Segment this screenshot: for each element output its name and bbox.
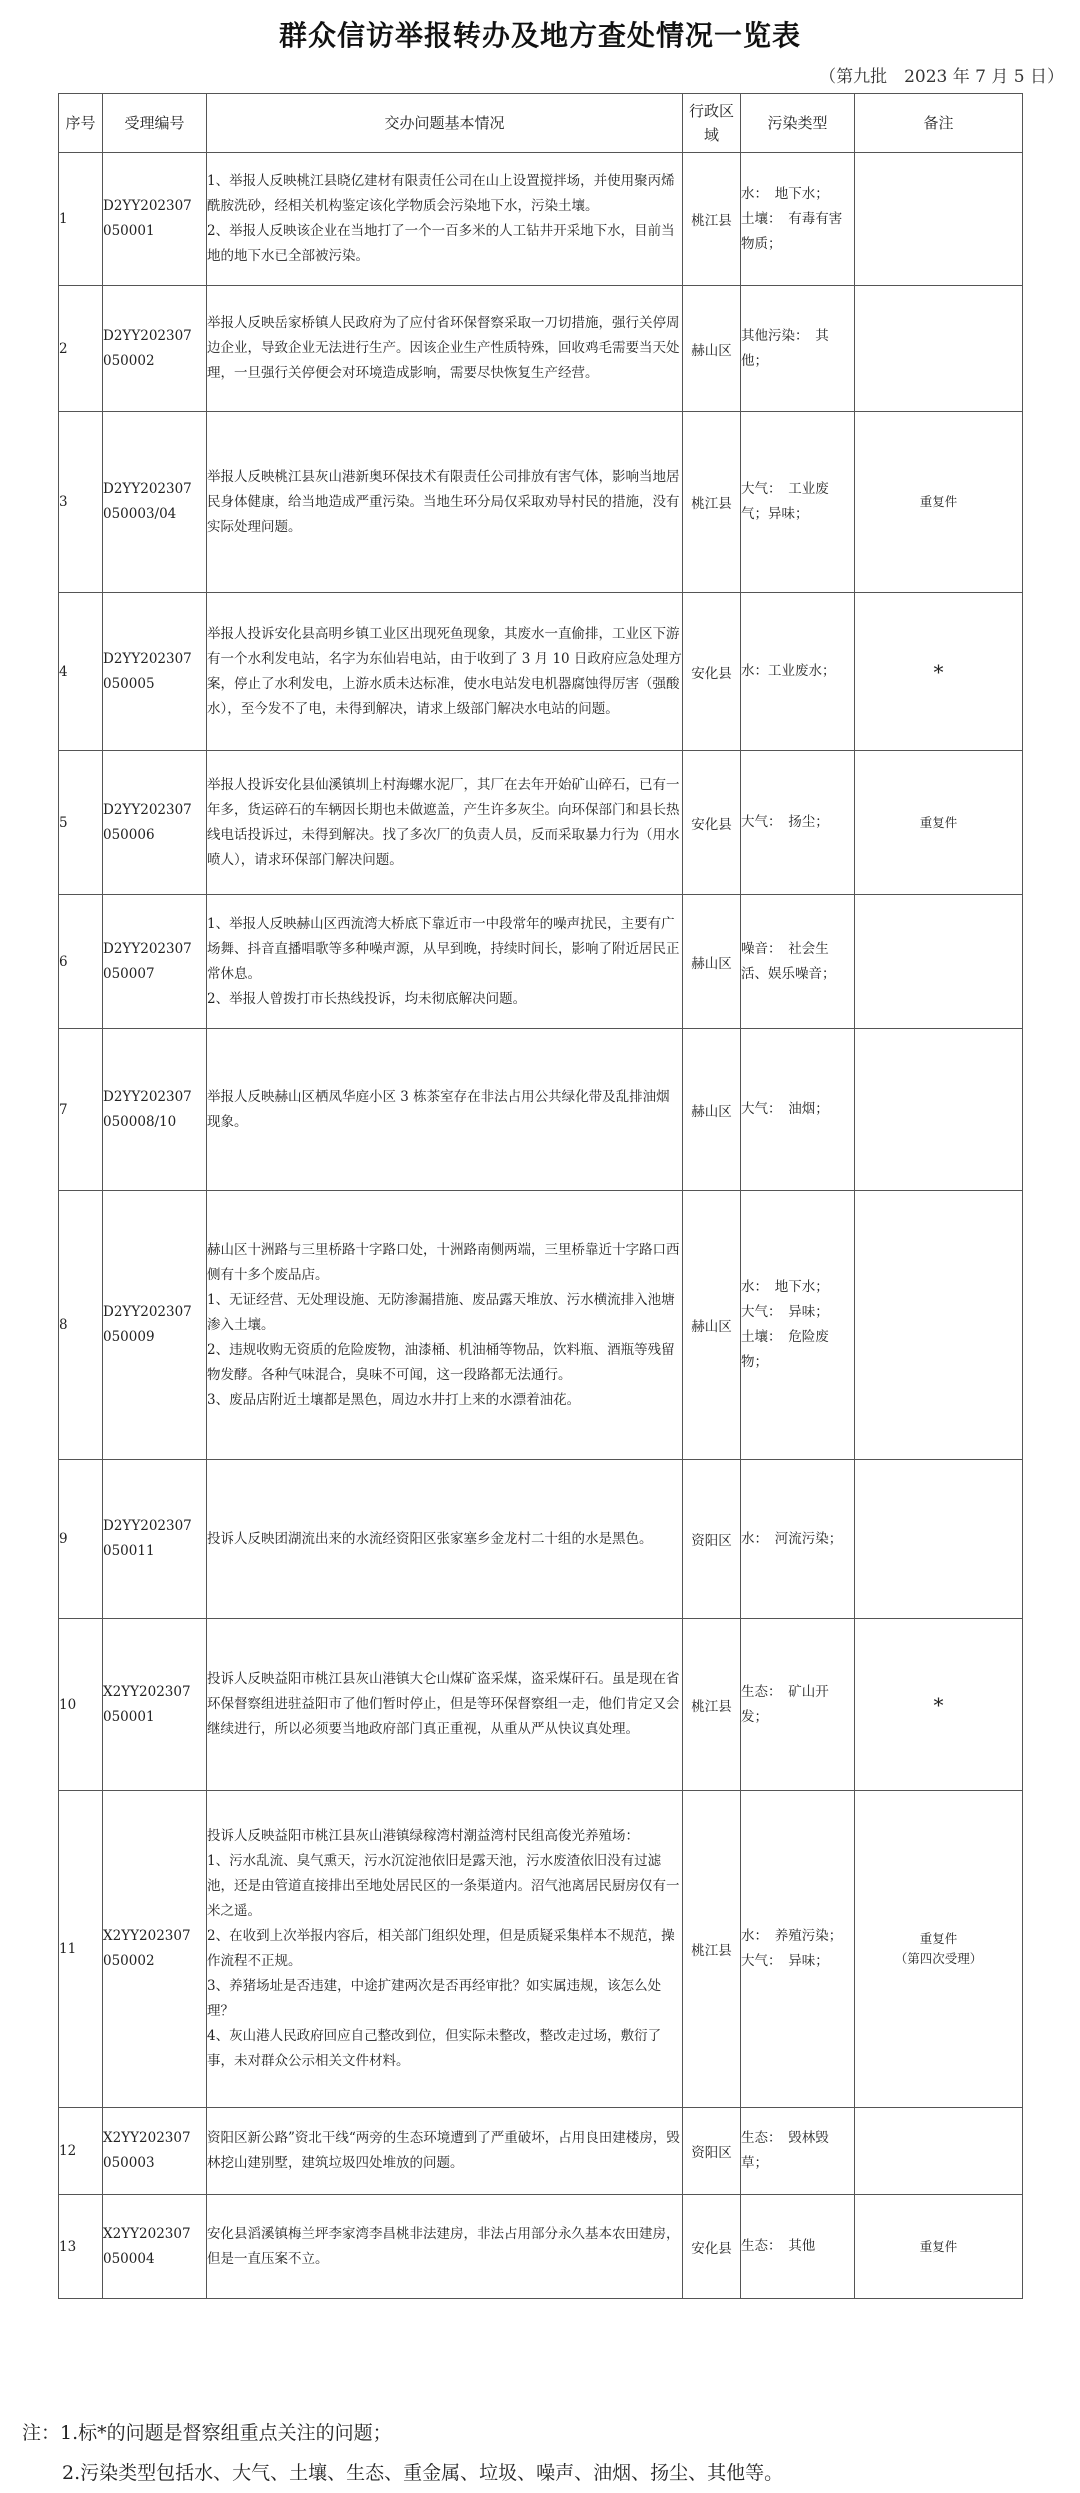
cell-desc [207,286,683,412]
cell-line: 3、养猪场址是否违建，中途扩建两次是否再经审批？如实属违规，该怎么处理？ [207,1978,662,2019]
cell-line: 赫山区十洲路与三里桥路十字路口处，十洲路南侧两端，三里桥靠近十字路口西侧有十多个废品店。 [207,1241,680,1283]
cell-line: 大气： 异味； [741,1304,829,1320]
cell-code [103,286,207,412]
cell-region: 资阳区 [683,1460,741,1619]
table-row [59,1029,1023,1191]
footnotes [22,2413,783,2493]
table-row [59,1619,1023,1791]
document-subtitle: （第九批 2023 年 7 月 5 日） [819,67,1064,87]
cell-region: 安化县 [683,2195,741,2299]
cell-line: 050002 [103,1953,155,1969]
cell-line: 050001 [103,223,155,239]
cell-line: D2YY202307 [103,940,192,957]
cell-line: 050007 [103,965,155,982]
cell-code [103,153,207,286]
cell-line: 土壤： 有毒有害物质； [741,210,843,252]
header-seq: 序号 [59,94,103,153]
cell-type [741,1191,855,1460]
table-header-row [59,94,1023,153]
cell-note: 重复件 [855,2195,1023,2299]
cell-region: 桃江县 [683,153,741,286]
cell-seq: 7 [59,1029,103,1191]
cell-seq: 2 [59,286,103,412]
table-row [59,895,1023,1029]
cell-line: 050009 [103,1329,155,1345]
cell-region: 安化县 [683,751,741,895]
cell-desc [207,412,683,593]
cell-type [741,895,855,1029]
cell-line: 土壤： 危险废物； [741,1329,829,1370]
cell-note: 重复件 [855,751,1023,895]
cell-type [741,153,855,286]
table-row [59,1460,1023,1619]
cell-line: D2YY202307 [103,801,192,818]
cell-note: * [855,1619,1023,1791]
cell-line: 举报人投诉安化县仙溪镇圳上村海螺水泥厂，其厂在去年开始矿山碎石，已有一年多，货运碎石的车辆因长期也未做遮盖，产生许多灰尘。向环保部门和县长热线电话投诉过，未得到解决。找了多次厂的负责人员，反而采取暴力行为（用水喷人），请求环保部门解决问题。 [207,776,680,868]
cell-code [103,2195,207,2299]
cell-line: 水： 养殖污染； [741,1928,843,1944]
cell-note [855,153,1023,286]
cell-seq: 4 [59,593,103,751]
cell-line: 2、违规收购无资质的危险废物，油漆桶、机油桶等物品，饮料瓶、酒瓶等残留物发酵。各种气味混合，臭味不可闻，这一段路都无法通行。 [207,1341,675,1383]
cell-line: 水： 河流污染； [741,1530,843,1547]
cell-desc [207,153,683,286]
cell-code [103,2108,207,2195]
cell-line: D2YY202307 [103,327,192,344]
cell-line: 其他污染： 其他； [741,327,829,369]
cell-desc [207,1791,683,2108]
cell-code [103,1460,207,1619]
cell-seq: 9 [59,1460,103,1619]
table-row [59,153,1023,286]
table-row [59,593,1023,751]
cell-note [855,286,1023,412]
cell-line: 重复件 [919,1931,958,1946]
cell-region: 赫山区 [683,1029,741,1191]
header-desc: 交办问题基本情况 [207,94,683,153]
cell-code [103,593,207,751]
cell-desc [207,2195,683,2299]
cell-desc [207,593,683,751]
header-type: 污染类型 [741,94,855,153]
cell-desc [207,1029,683,1191]
cell-line: 050006 [103,826,155,843]
document-title: 群众信访举报转办及地方查处情况一览表 [278,19,801,52]
cell-region: 赫山区 [683,895,741,1029]
cell-note [855,2108,1023,2195]
cell-note [855,1460,1023,1619]
cell-line: 2、在收到上次举报内容后，相关部门组织处理，但是质疑采集样本不规范，操作流程不正规。 [207,1928,675,1969]
header-code: 受理编号 [103,94,207,153]
cell-line: 投诉人反映益阳市桃江县灰山港镇绿稼湾村潮益湾村民组高俊光养殖场： [207,1828,639,1844]
table-row [59,751,1023,895]
footnote-line-2 [22,2453,783,2493]
cell-line: 050004 [103,2250,155,2267]
cell-type [741,1029,855,1191]
cell-region: 安化县 [683,593,741,751]
footnote-line-1 [22,2413,783,2453]
cell-note: 重复件 [855,412,1023,593]
cell-region: 桃江县 [683,412,741,593]
cell-desc [207,751,683,895]
cell-line: 大气： 异味； [741,1953,829,1969]
cell-seq: 10 [59,1619,103,1791]
cell-line: 050003 [103,2155,155,2171]
cell-line: 水： 地下水； [741,185,829,202]
cell-desc [207,895,683,1029]
cell-seq: 12 [59,2108,103,2195]
cell-line: D2YY202307 [103,1304,192,1320]
table-row [59,1191,1023,1460]
complaint-table [58,93,1023,2299]
cell-line: 大气： 工业废气；异味； [741,481,829,522]
cell-line: 举报人投诉安化县高明乡镇工业区出现死鱼现象，其废水一直偷排，工业区下游有一个水利发电站，名字为东仙岩电站，由于收到了 3 月 10 日政府应急处理方案，停止了水利发电，上游水质未达标准，使水电站发电机器腐蚀得厉害（强酸水），至今发不了电，未得到解决，请求上级部门解决水电站的问题。 [207,625,682,717]
cell-line: 050011 [103,1543,155,1559]
cell-line: 水：工业废水； [741,663,836,679]
table-row [59,2108,1023,2195]
cell-line: 4、灰山港人民政府回应自己整改到位，但实际未整改，整改走过场，敷衍了事，未对群众公示相关文件材料。 [207,2028,662,2069]
cell-region: 桃江县 [683,1619,741,1791]
cell-seq: 3 [59,412,103,593]
cell-line: 3、废品店附近土壤都是黑色，周边水井打上来的水漂着油花。 [207,1391,581,1408]
cell-line: 水： 地下水； [741,1279,829,1295]
cell-code [103,412,207,593]
cell-code [103,1191,207,1460]
cell-seq: 8 [59,1191,103,1460]
cell-line: 举报人反映岳家桥镇人民政府为了应付省环保督察采取一刀切措施，强行关停周边企业，导致企业无法进行生产。因该企业生产性质特殊，回收鸡毛需要当天处理，一旦强行关停便会对环境造成影响，需要尽快恢复生产经营。 [207,315,680,381]
cell-code [103,1619,207,1791]
cell-note [855,1029,1023,1191]
cell-type [741,2195,855,2299]
cell-line: 1、举报人反映桃江县晓亿建材有限责任公司在山上设置搅拌场，并使用聚丙烯酰胺洗砂，经相关机构鉴定该化学物质会污染地下水，污染土壤。 [207,173,675,214]
cell-type [741,1791,855,2108]
cell-line: 1、举报人反映赫山区西流湾大桥底下靠近市一中段常年的噪声扰民，主要有广场舞、抖音直播唱歌等多种噪声源，从早到晚，持续时间长，影响了附近居民正常休息。 [207,915,680,982]
cell-line: 生态： 矿山开发； [741,1683,829,1725]
cell-seq: 13 [59,2195,103,2299]
cell-line: X2YY202307 [103,2225,191,2242]
cell-type [741,1619,855,1791]
cell-desc [207,1619,683,1791]
cell-line: D2YY202307 [103,1518,192,1534]
cell-line: D2YY202307 [103,1088,192,1105]
cell-desc [207,1460,683,1619]
cell-line: 安化县滔溪镇梅兰坪李家湾李昌桃非法建房，非法占用部分永久基本农田建房，但是一直压案不立。 [207,2225,680,2267]
table-row [59,286,1023,412]
footnote-item: 1.标*的问题是督察组重点关注的问题； [60,2422,392,2444]
cell-seq: 6 [59,895,103,1029]
cell-line: 050008/10 [103,1113,177,1130]
cell-region: 桃江县 [683,1791,741,2108]
cell-desc [207,1191,683,1460]
cell-type [741,412,855,593]
header-region: 行政区域 [683,94,741,153]
cell-line: 050005 [103,675,155,692]
table-row [59,412,1023,593]
cell-line: 050002 [103,352,155,369]
cell-line: D2YY202307 [103,481,192,497]
cell-code [103,1029,207,1191]
cell-seq: 11 [59,1791,103,2108]
cell-region: 赫山区 [683,286,741,412]
cell-line: X2YY202307 [103,2130,191,2146]
cell-line: 2、举报人曾拨打市长热线投诉，均未彻底解决问题。 [207,990,527,1007]
cell-region: 资阳区 [683,2108,741,2195]
cell-seq: 5 [59,751,103,895]
footnote-prefix: 注： [22,2422,61,2444]
cell-code [103,1791,207,2108]
cell-code [103,751,207,895]
cell-line: 1、无证经营、无处理设施、无防渗漏措施、废品露天堆放、污水横流排入池塘渗入土壤。 [207,1291,675,1333]
header-note: 备注 [855,94,1023,153]
cell-line: X2YY202307 [103,1928,191,1944]
cell-line: 投诉人反映益阳市桃江县灰山港镇大仑山煤矿盗采煤，盗采煤矸石。虽是现在省环保督察组进驻益阳市了他们暂时停止，但是等环保督察组一走，他们肯定又会继续进行，所以必须要当地政府部门真正重视，从重从严从快议真处理。 [207,1671,680,1737]
cell-line: 2、举报人反映该企业在当地打了一个一百多米的人工钻井开采地下水，目前当地的地下水已全部被污染。 [207,223,675,264]
cell-type [741,2108,855,2195]
cell-line: D2YY202307 [103,650,192,667]
cell-line: 1、污水乱流、臭气熏天，污水沉淀池依旧是露天池，污水废渣依旧没有过滤池，还是由管道直接排出至地处居民区的一条渠道内。沼气池离居民厨房仅有一米之遥。 [207,1853,680,1919]
cell-type [741,1460,855,1619]
cell-line: 050001 [103,1708,155,1725]
cell-type [741,751,855,895]
cell-line: 生态： 其他 [741,2238,816,2254]
cell-line: 资阳区新公路”资北干线“两旁的生态环境遭到了严重破坏，占用良田建楼房，毁林挖山建别墅，建筑垃圾四处堆放的问题。 [207,2130,680,2171]
table-row [59,1791,1023,2108]
cell-type [741,286,855,412]
cell-type [741,593,855,751]
cell-note [855,895,1023,1029]
cell-line: （第四次受理） [894,1951,983,1966]
cell-line: 举报人反映赫山区栖凤华庭小区 3 栋茶室存在非法占用公共绿化带及乱排油烟现象。 [207,1088,670,1130]
table-row [59,2195,1023,2299]
cell-line: 050003/04 [103,506,177,522]
cell-line: X2YY202307 [103,1683,191,1700]
cell-line: D2YY202307 [103,198,192,214]
cell-note [855,1791,1023,2108]
cell-desc [207,2108,683,2195]
cell-line: 生态： 毁林毁草； [741,2130,829,2171]
cell-code [103,895,207,1029]
cell-line: 大气： 扬尘； [741,814,829,830]
cell-region: 赫山区 [683,1191,741,1460]
footnote-item: 2.污染类型包括水、大气、土壤、生态、重金属、垃圾、噪声、油烟、扬尘、其他等。 [62,2462,784,2484]
cell-seq: 1 [59,153,103,286]
cell-line: 投诉人反映团湖流出来的水流经资阳区张家塞乡金龙村二十组的水是黑色。 [207,1530,653,1547]
cell-line: 噪音： 社会生活、娱乐噪音； [741,940,836,982]
cell-line: 大气： 油烟； [741,1101,829,1117]
cell-line: 举报人反映桃江县灰山港新奥环保技术有限责任公司排放有害气体，影响当地居民身体健康，给当地造成严重污染。当地生环分局仅采取劝导村民的措施，没有实际处理问题。 [207,468,680,535]
cell-note: * [855,593,1023,751]
cell-note [855,1191,1023,1460]
